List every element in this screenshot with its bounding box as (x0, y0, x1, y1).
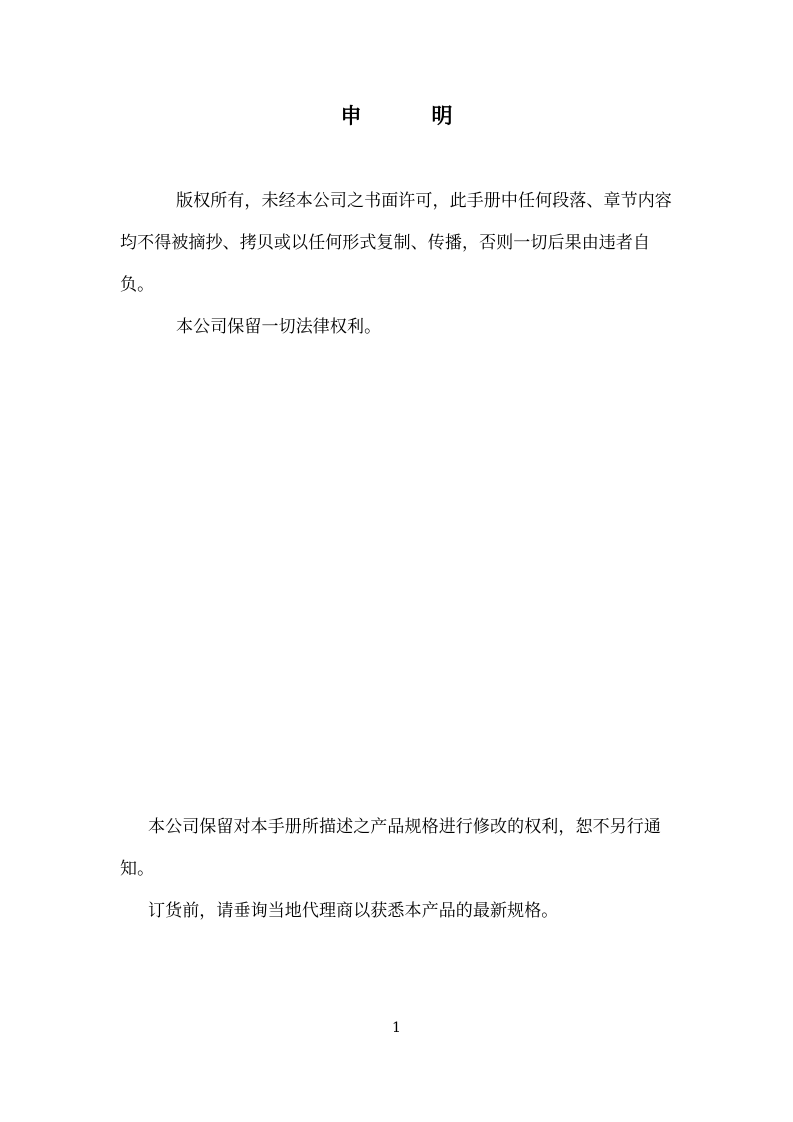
copyright-paragraph: 版权所有，未经本公司之书面许可，此手册中任何段落、章节内容均不得被摘抄、拷贝或以任何形式复制、传播，否则一切后果由违者自负。 (120, 191, 672, 295)
ordering-notice-paragraph: 订货前，请垂询当地代理商以获悉本产品的最新规格。 (148, 901, 559, 921)
page-title (0, 100, 793, 132)
modification-notice-paragraph: 本公司保留对本手册所描述之产品规格进行修改的权利，恕不另行通知。 (120, 817, 661, 879)
specification-notice (120, 806, 676, 932)
page-number: 1 (392, 1020, 401, 1036)
copyright-statement (120, 180, 676, 348)
rights-reserved-paragraph: 本公司保留一切法律权利。 (176, 317, 382, 337)
title-char-2: 明 (431, 104, 453, 128)
title-char-1: 申 (340, 104, 362, 128)
